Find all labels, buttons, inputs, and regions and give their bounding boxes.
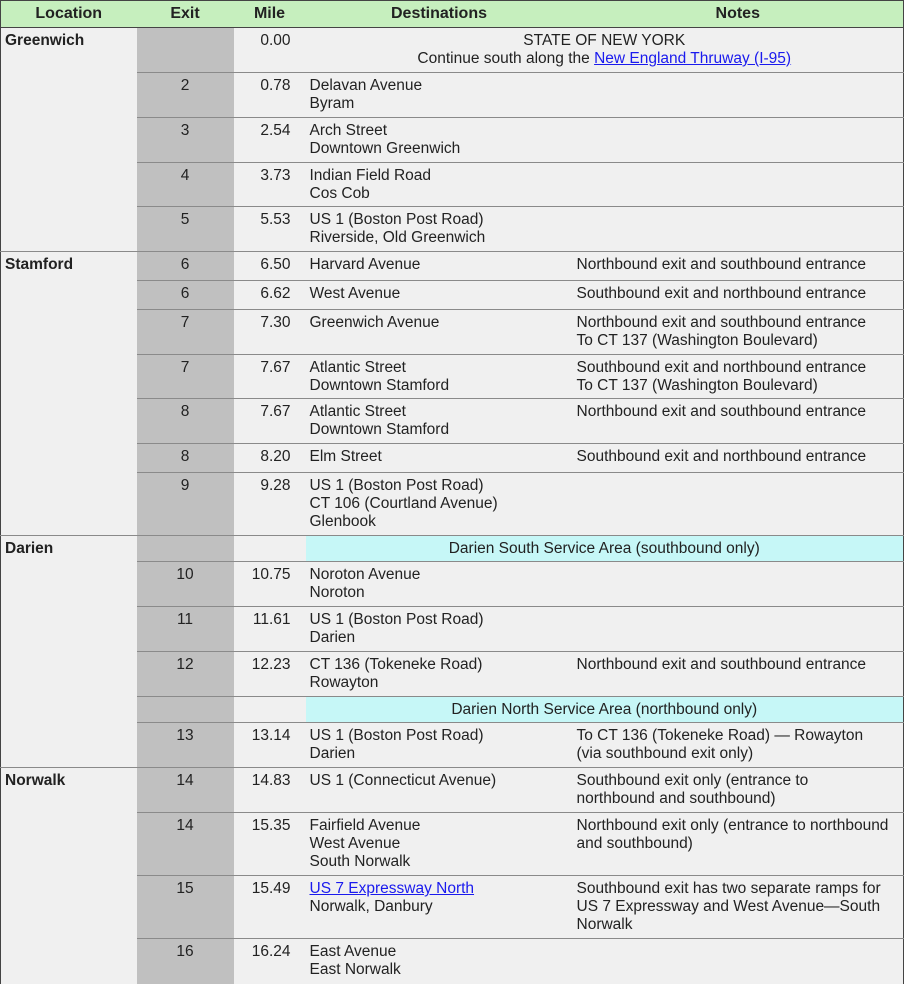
exit-cell: 5 bbox=[137, 207, 234, 252]
notes-line: To CT 136 (Tokeneke Road) — Rowayton bbox=[576, 727, 864, 744]
table-row bbox=[1, 876, 904, 939]
destination-line: Indian Field Road bbox=[309, 167, 431, 184]
exit-cell: 13 bbox=[137, 723, 234, 768]
mile-cell bbox=[234, 697, 306, 723]
exit-cell: 7 bbox=[137, 310, 234, 355]
destination-line: US 1 (Boston Post Road) bbox=[309, 477, 484, 494]
mile-cell: 3.73 bbox=[234, 163, 306, 207]
table-row bbox=[1, 399, 904, 444]
mile-cell: 7.67 bbox=[234, 399, 306, 444]
notes-cell bbox=[573, 281, 904, 310]
service-area-north: Darien North Service Area (northbound only) bbox=[306, 697, 904, 723]
notes-line: (via southbound exit only) bbox=[576, 745, 754, 762]
mile-cell: 2.54 bbox=[234, 118, 306, 163]
destination-line: Byram bbox=[309, 95, 355, 112]
exit-cell: 2 bbox=[137, 73, 234, 118]
mile-cell: 5.53 bbox=[234, 207, 306, 252]
new-england-thruway-link[interactable]: New England Thruway (I-95) bbox=[594, 50, 792, 67]
notes-cell bbox=[573, 399, 904, 444]
notes-line: and southbound) bbox=[576, 835, 693, 852]
location-cell: Darien bbox=[1, 536, 137, 768]
destination-line: Cos Cob bbox=[309, 185, 370, 202]
exit-cell: 6 bbox=[137, 252, 234, 281]
mile-cell: 16.24 bbox=[234, 939, 306, 984]
mile-cell: 10.75 bbox=[234, 562, 306, 607]
table-row bbox=[1, 252, 904, 281]
destinations-cell bbox=[306, 607, 573, 652]
mile-cell: 12.23 bbox=[234, 652, 306, 697]
exit-cell: 8 bbox=[137, 444, 234, 473]
destination-line: Riverside, Old Greenwich bbox=[309, 229, 486, 246]
exit-cell bbox=[137, 697, 234, 723]
exit-cell: 10 bbox=[137, 562, 234, 607]
location-cell: Greenwich bbox=[5, 32, 85, 49]
destinations-cell bbox=[306, 399, 573, 444]
notes-line: Northbound exit and southbound entrance bbox=[576, 314, 867, 331]
table-row bbox=[1, 697, 904, 723]
mile-cell: 14.83 bbox=[234, 768, 306, 813]
notes-line: US 7 Expressway and West Avenue—South bbox=[576, 898, 881, 915]
destination-line: Atlantic Street bbox=[309, 403, 406, 420]
notes-line: Southbound exit and northbound entrance bbox=[576, 285, 867, 302]
notes-line: northbound and southbound) bbox=[576, 790, 776, 807]
destination-line: West Avenue bbox=[309, 285, 401, 302]
destination-line: US 1 (Connecticut Avenue) bbox=[309, 772, 497, 789]
table-row bbox=[1, 607, 904, 652]
destination-line: West Avenue bbox=[309, 835, 401, 852]
notes-cell bbox=[573, 562, 904, 607]
exit-cell: 14 bbox=[137, 813, 234, 876]
table-row bbox=[1, 768, 904, 813]
destination-line: Darien bbox=[309, 629, 356, 646]
destination-line: Atlantic Street bbox=[309, 359, 406, 376]
state-line-title: STATE OF NEW YORK bbox=[523, 32, 686, 49]
mile-cell: 15.35 bbox=[234, 813, 306, 876]
notes-cell bbox=[573, 444, 904, 473]
notes-cell bbox=[573, 118, 904, 163]
destination-line: South Norwalk bbox=[309, 853, 411, 870]
destinations-cell bbox=[306, 652, 573, 697]
table-row bbox=[1, 73, 904, 118]
destination-line: US 1 (Boston Post Road) bbox=[309, 611, 484, 628]
destination-line: Norwalk, Danbury bbox=[309, 898, 433, 915]
notes-cell bbox=[573, 73, 904, 118]
destinations-cell bbox=[306, 73, 573, 118]
exit-cell: 15 bbox=[137, 876, 234, 939]
notes-cell bbox=[573, 939, 904, 984]
column-header-mile: Mile bbox=[234, 1, 306, 28]
destination-line: Elm Street bbox=[309, 448, 382, 465]
destination-line: Glenbook bbox=[309, 513, 376, 530]
table-row bbox=[1, 163, 904, 207]
exit-cell: 14 bbox=[137, 768, 234, 813]
location-cell: Norwalk bbox=[1, 768, 137, 984]
notes-line: Southbound exit and northbound entrance bbox=[576, 359, 867, 376]
notes-line: Northbound exit and southbound entrance bbox=[576, 256, 867, 273]
mile-cell: 9.28 bbox=[234, 473, 306, 536]
mile-cell bbox=[234, 536, 306, 562]
state-line-cell bbox=[306, 28, 904, 73]
mile-cell: 7.67 bbox=[234, 355, 306, 399]
destinations-cell bbox=[306, 876, 573, 939]
table-row bbox=[1, 536, 904, 562]
destination-line: Fairfield Avenue bbox=[309, 817, 421, 834]
destination-line: Harvard Avenue bbox=[309, 256, 421, 273]
mile-cell: 0.00 bbox=[260, 32, 291, 49]
destinations-cell bbox=[306, 444, 573, 473]
column-header-location: Location bbox=[1, 1, 137, 28]
destination-line: Downtown Stamford bbox=[309, 421, 450, 438]
notes-cell bbox=[573, 355, 904, 399]
destination-line: Arch Street bbox=[309, 122, 388, 139]
notes-cell bbox=[573, 607, 904, 652]
destination-line: Greenwich Avenue bbox=[309, 314, 440, 331]
destination-line: Rowayton bbox=[309, 674, 379, 691]
notes-line: Southbound exit only (entrance to bbox=[576, 772, 809, 789]
destination-line: CT 106 (Courtland Avenue) bbox=[309, 495, 498, 512]
notes-line: To CT 137 (Washington Boulevard) bbox=[576, 377, 818, 394]
table-row bbox=[1, 207, 904, 252]
notes-cell bbox=[573, 252, 904, 281]
notes-cell bbox=[573, 652, 904, 697]
header-row bbox=[1, 1, 904, 28]
table-row bbox=[1, 562, 904, 607]
notes-cell bbox=[573, 163, 904, 207]
notes-line: Norwalk bbox=[576, 916, 633, 933]
table-row bbox=[1, 652, 904, 697]
us7-expressway-link[interactable]: US 7 Expressway North bbox=[309, 880, 475, 897]
destination-line: Noroton Avenue bbox=[309, 566, 421, 583]
destinations-cell bbox=[306, 207, 573, 252]
notes-line: Southbound exit and northbound entrance bbox=[576, 448, 867, 465]
table-row bbox=[1, 723, 904, 768]
table-row bbox=[1, 473, 904, 536]
mile-cell: 15.49 bbox=[234, 876, 306, 939]
destination-line: US 1 (Boston Post Road) bbox=[309, 727, 484, 744]
exit-cell: 8 bbox=[137, 399, 234, 444]
notes-cell bbox=[573, 813, 904, 876]
notes-line: Northbound exit and southbound entrance bbox=[576, 656, 867, 673]
destination-line: CT 136 (Tokeneke Road) bbox=[309, 656, 483, 673]
destinations-cell bbox=[306, 768, 573, 813]
destination-line: Darien bbox=[309, 745, 356, 762]
continue-text: Continue south along the bbox=[417, 50, 595, 67]
destinations-cell bbox=[306, 813, 573, 876]
table-row bbox=[1, 355, 904, 399]
exit-cell: 4 bbox=[137, 163, 234, 207]
exit-cell: 6 bbox=[137, 281, 234, 310]
destination-line: US 1 (Boston Post Road) bbox=[309, 211, 484, 228]
table-row bbox=[1, 118, 904, 163]
column-header-notes: Notes bbox=[573, 1, 904, 28]
column-header-destinations: Destinations bbox=[306, 1, 573, 28]
mile-cell: 0.78 bbox=[234, 73, 306, 118]
mile-cell: 6.50 bbox=[234, 252, 306, 281]
table-row bbox=[1, 310, 904, 355]
mile-cell: 6.62 bbox=[234, 281, 306, 310]
exit-cell: 11 bbox=[137, 607, 234, 652]
destination-line: Downtown Greenwich bbox=[309, 140, 461, 157]
mile-cell: 13.14 bbox=[234, 723, 306, 768]
notes-line: Southbound exit has two separate ramps for bbox=[576, 880, 881, 897]
destinations-cell bbox=[306, 939, 573, 984]
destinations-cell bbox=[306, 118, 573, 163]
exit-cell: 16 bbox=[137, 939, 234, 984]
destination-line: Downtown Stamford bbox=[309, 377, 450, 394]
notes-cell bbox=[573, 768, 904, 813]
destinations-cell bbox=[306, 723, 573, 768]
state-line-continue bbox=[310, 50, 900, 68]
destination-line: Delavan Avenue bbox=[309, 77, 423, 94]
table-row bbox=[1, 28, 904, 73]
exit-cell: 3 bbox=[137, 118, 234, 163]
table-row bbox=[1, 444, 904, 473]
destination-line: East Norwalk bbox=[309, 961, 401, 978]
notes-cell bbox=[573, 310, 904, 355]
mile-cell: 11.61 bbox=[234, 607, 306, 652]
table-row bbox=[1, 813, 904, 876]
destinations-cell bbox=[306, 281, 573, 310]
notes-cell bbox=[573, 473, 904, 536]
destinations-cell bbox=[306, 252, 573, 281]
destinations-cell bbox=[306, 562, 573, 607]
notes-line: Northbound exit only (entrance to northbound bbox=[576, 817, 889, 834]
notes-line: Northbound exit and southbound entrance bbox=[576, 403, 867, 420]
destinations-cell bbox=[306, 163, 573, 207]
destination-line: Noroton bbox=[309, 584, 365, 601]
exit-cell bbox=[137, 536, 234, 562]
mile-cell: 7.30 bbox=[234, 310, 306, 355]
notes-cell bbox=[573, 876, 904, 939]
table-row bbox=[1, 281, 904, 310]
mile-cell: 8.20 bbox=[234, 444, 306, 473]
location-cell: Stamford bbox=[1, 252, 137, 536]
exit-cell: 12 bbox=[137, 652, 234, 697]
exit-cell: 9 bbox=[137, 473, 234, 536]
table-row bbox=[1, 939, 904, 984]
notes-cell bbox=[573, 723, 904, 768]
column-header-exit: Exit bbox=[137, 1, 234, 28]
destinations-cell bbox=[306, 355, 573, 399]
notes-line: To CT 137 (Washington Boulevard) bbox=[576, 332, 818, 349]
destinations-cell bbox=[306, 473, 573, 536]
service-area-south: Darien South Service Area (southbound only) bbox=[306, 536, 904, 562]
destinations-cell bbox=[306, 310, 573, 355]
exit-cell: 7 bbox=[137, 355, 234, 399]
exit-cell bbox=[137, 28, 234, 73]
notes-cell bbox=[573, 207, 904, 252]
destination-line: East Avenue bbox=[309, 943, 397, 960]
